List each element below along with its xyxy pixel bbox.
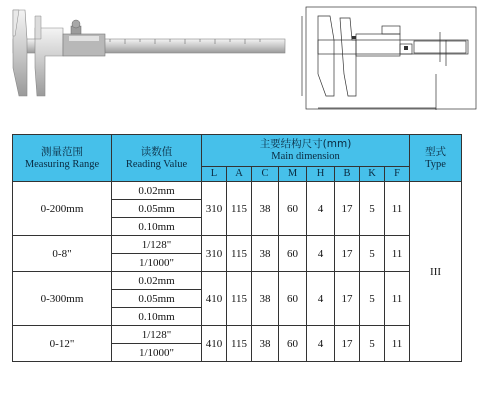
reading-cell: 0.02mm — [112, 182, 202, 200]
dim-cell: 60 — [279, 326, 307, 362]
type-cell: III — [410, 182, 462, 362]
header-dim-m: M — [279, 167, 307, 182]
header-type: 型式 Type — [410, 135, 462, 182]
dim-cell: 4 — [307, 182, 335, 236]
dim-cell: 5 — [360, 272, 385, 326]
dim-cell: 11 — [385, 182, 410, 236]
dim-cell: 4 — [307, 326, 335, 362]
dim-cell: 60 — [279, 182, 307, 236]
range-cell: 0-8" — [13, 236, 112, 272]
header-dim-a: A — [227, 167, 252, 182]
dim-cell: 38 — [252, 182, 279, 236]
dim-cell: 410 — [202, 272, 227, 326]
dim-cell: 38 — [252, 272, 279, 326]
reading-cell: 1/128" — [112, 236, 202, 254]
dim-cell: 60 — [279, 272, 307, 326]
dim-cell: 11 — [385, 326, 410, 362]
header-dim-l: L — [202, 167, 227, 182]
dim-cell: 115 — [227, 182, 252, 236]
spec-table — [12, 134, 462, 362]
header-dim-k: K — [360, 167, 385, 182]
header-dim-b: B — [335, 167, 360, 182]
dim-cell: 17 — [335, 236, 360, 272]
header-measuring-range: 测量范围 Measuring Range — [13, 135, 112, 182]
dim-cell: 17 — [335, 272, 360, 326]
vernier-caliper-photo — [5, 6, 288, 98]
dim-cell: 17 — [335, 182, 360, 236]
reading-cell: 1/1000" — [112, 254, 202, 272]
dim-cell: 410 — [202, 326, 227, 362]
dim-cell: 17 — [335, 326, 360, 362]
header-dim-c: C — [252, 167, 279, 182]
dim-cell: 115 — [227, 272, 252, 326]
range-cell: 0-200mm — [13, 182, 112, 236]
dim-cell: 5 — [360, 182, 385, 236]
reading-cell: 0.05mm — [112, 290, 202, 308]
dim-cell: 38 — [252, 236, 279, 272]
dim-cell: 4 — [307, 272, 335, 326]
dim-cell: 4 — [307, 236, 335, 272]
dim-cell: 11 — [385, 236, 410, 272]
header-dim-h: H — [307, 167, 335, 182]
reading-cell: 0.02mm — [112, 272, 202, 290]
reading-cell: 0.05mm — [112, 200, 202, 218]
table-row — [13, 236, 462, 254]
dim-cell: 60 — [279, 236, 307, 272]
dim-cell: 5 — [360, 236, 385, 272]
reading-cell: 1/128" — [112, 326, 202, 344]
table-row — [13, 182, 462, 200]
header-reading-value: 读数值 Reading Value — [112, 135, 202, 182]
dim-cell: 310 — [202, 182, 227, 236]
dim-cell: 11 — [385, 272, 410, 326]
dim-cell: 5 — [360, 326, 385, 362]
header-dim-f: F — [385, 167, 410, 182]
dimension-drawing — [296, 4, 492, 112]
reading-cell: 1/1000" — [112, 344, 202, 362]
range-cell: 0-12" — [13, 326, 112, 362]
table-row — [13, 272, 462, 290]
range-cell: 0-300mm — [13, 272, 112, 326]
dim-cell: 310 — [202, 236, 227, 272]
table-row — [13, 326, 462, 344]
dim-cell: 115 — [227, 326, 252, 362]
dim-cell: 115 — [227, 236, 252, 272]
reading-cell: 0.10mm — [112, 308, 202, 326]
reading-cell: 0.10mm — [112, 218, 202, 236]
dim-cell: 38 — [252, 326, 279, 362]
header-main-dimension: 主要结构尺寸(mm) Main dimension — [202, 135, 410, 167]
